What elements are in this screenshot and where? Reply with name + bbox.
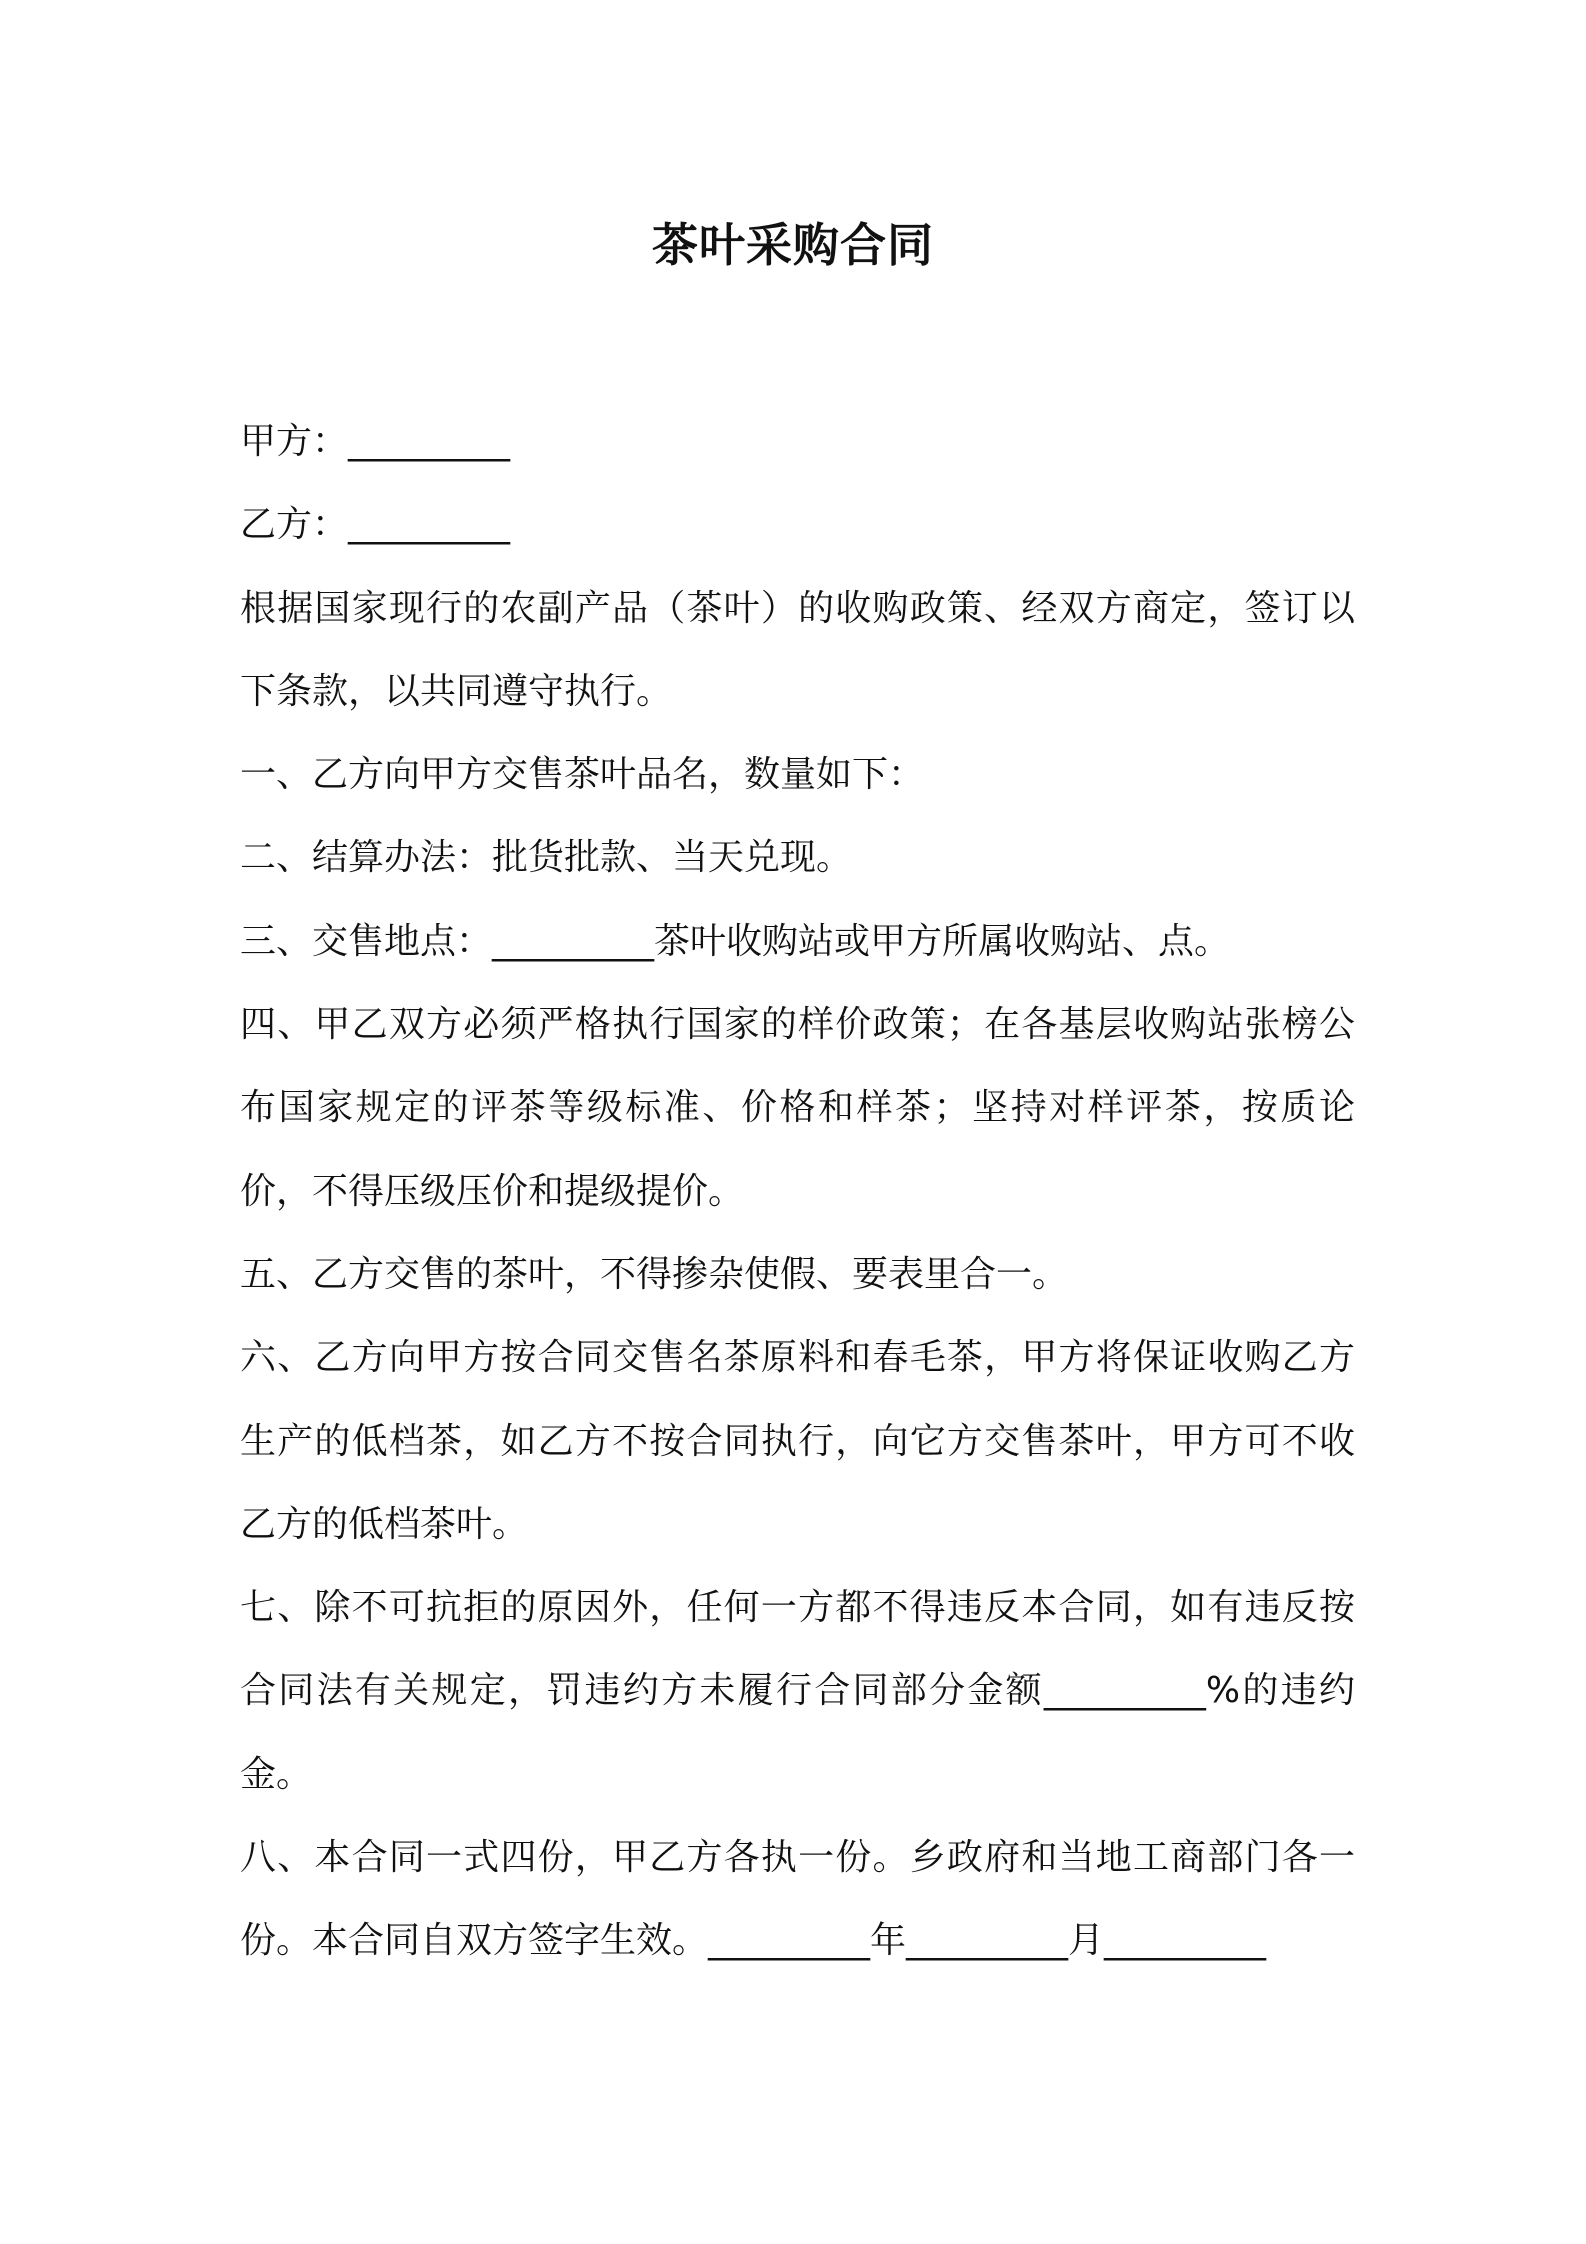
party-b-line: 乙方：_________ (240, 504, 511, 546)
clause-1: 一、乙方向甲方交售茶叶品名，数量如下： (240, 754, 925, 796)
clause-3: 三、交售地点：_________茶叶收购站或甲方所属收购站、点。 (240, 920, 1231, 962)
clause-5: 五、乙方交售的茶叶，不得掺杂使假、要表里合一。 (240, 1253, 1069, 1295)
document-title: 茶叶采购合同 (652, 218, 934, 272)
document-body (240, 400, 1355, 1983)
preamble-paragraph: 根据国家现行的农副产品（茶叶）的收购政策、经双方商定，签订以下条款，以共同遵守执行。 (240, 587, 1355, 712)
clause-8: 八、本合同一式四份，甲乙方各执一份。乡政府和当地工商部门各一份。本合同自双方签字生效。_________年_________月_________ (240, 1837, 1355, 1962)
clause-7: 七、除不可抗拒的原因外，任何一方都不得违反本合同，如有违反按合同法有关规定，罚违约方未履行合同部分金额_________%的违约金。 (240, 1587, 1355, 1795)
clause-6: 六、乙方向甲方按合同交售名茶原料和春毛茶，甲方将保证收购乙方生产的低档茶，如乙方不按合同执行，向它方交售茶叶，甲方可不收乙方的低档茶叶。 (240, 1337, 1355, 1545)
clause-4: 四、甲乙双方必须严格执行国家的样价政策；在各基层收购站张榜公布国家规定的评茶等级标准、价格和样茶；坚持对样评茶，按质论价，不得压级压价和提级提价。 (240, 1004, 1355, 1212)
party-a-line: 甲方：_________ (240, 421, 511, 462)
clause-2: 二、结算办法：批货批款、当天兑现。 (240, 837, 853, 879)
